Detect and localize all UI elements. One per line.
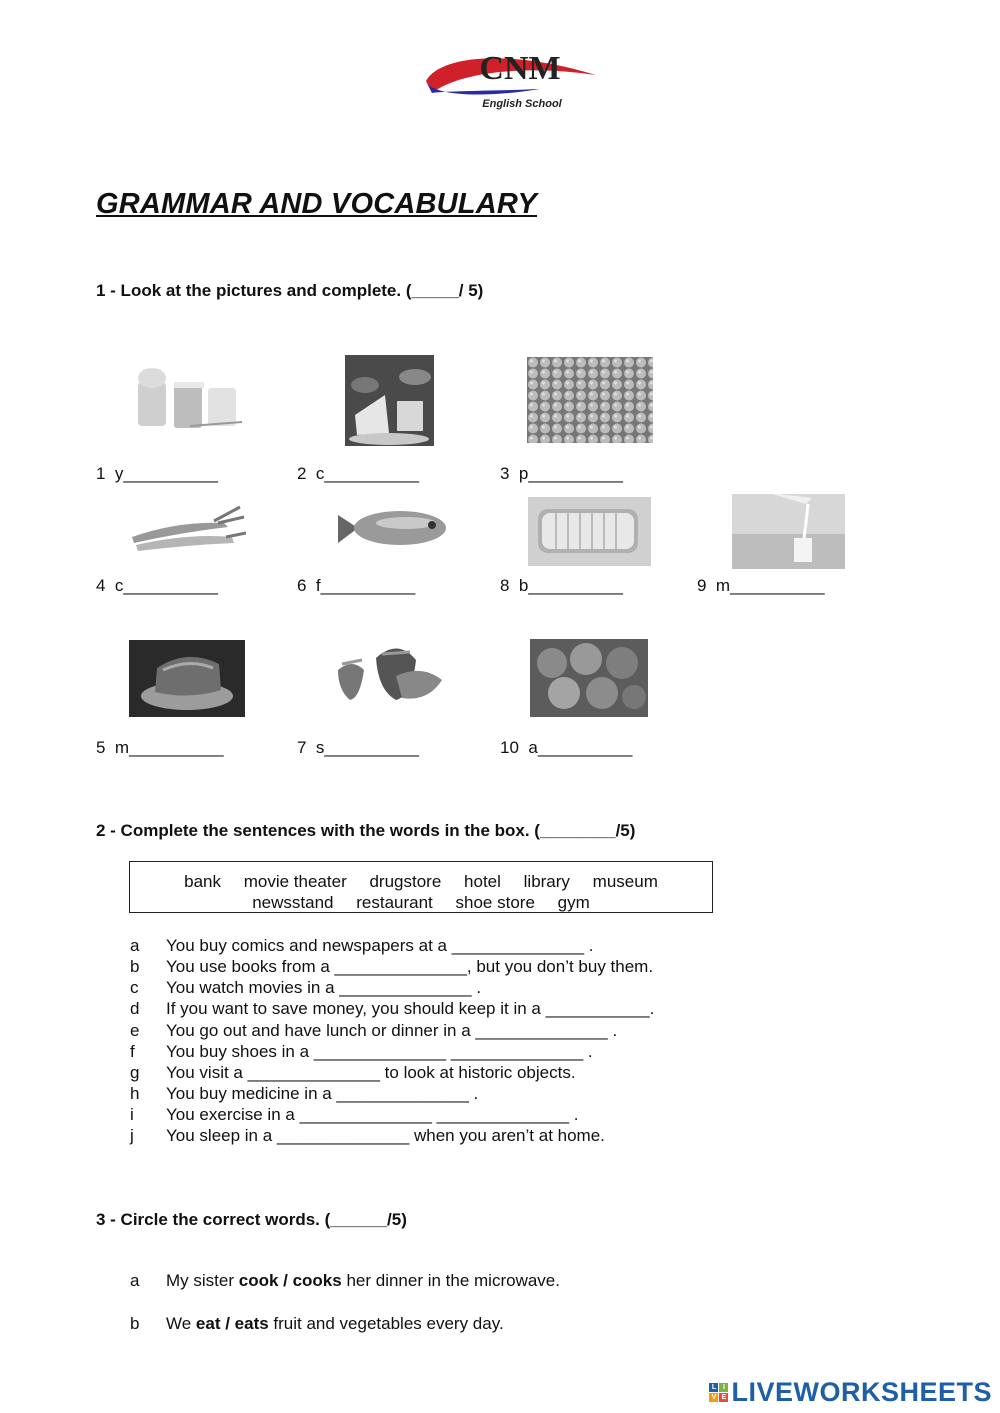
choice-eat-eats[interactable]: eat / eats [195,1314,269,1333]
word-movie-theater: movie theater [243,872,347,891]
fish-picture [336,505,452,551]
label-item-3: 3 p__________ [500,464,623,483]
word-shoe-store: shoe store [455,893,535,912]
liveworksheets-mark-icon: L I V E [709,1383,728,1402]
label-item-9: 9 m__________ [697,576,825,595]
word-bank: bank [184,872,221,891]
word-restaurant: restaurant [356,893,433,912]
section2-heading: 2 - Complete the sentences with the words in the box. (________/5) [96,821,636,840]
word-box [129,861,713,913]
word-library: library [523,872,570,891]
cheese-picture [345,355,434,446]
peas-picture [527,357,653,443]
label-item-8: 8 b__________ [500,576,623,595]
section3-heading: 3 - Circle the correct words. (______/5) [96,1210,407,1229]
apples-picture [530,639,648,717]
word-hotel: hotel [464,872,501,891]
word-box-row-2 [130,892,712,913]
word-museum: museum [592,872,658,891]
label-item-6: 6 f__________ [297,576,416,595]
logo-brand: CNM [479,50,561,87]
label-item-10: 10 a__________ [500,738,633,757]
label-item-4: 4 c__________ [96,576,218,595]
carrots-picture [128,503,246,555]
logo-subtitle: English School [482,98,562,110]
page-title: GRAMMAR AND VOCABULARY [96,188,538,220]
bread-picture [528,497,651,566]
label-item-1: 1 y__________ [96,464,218,483]
label-item-7: 7 s__________ [297,738,419,757]
strawberries-picture [332,640,448,706]
word-drugstore: drugstore [369,872,442,891]
meat-picture [129,640,245,717]
label-item-5: 5 m__________ [96,738,224,757]
liveworksheets-brand: LIVEWORKSHEETS [731,1376,992,1407]
word-newsstand: newsstand [252,893,334,912]
section1-heading: 1 - Look at the pictures and complete. (_____/ 5) [96,281,484,300]
yogurt-pictures [130,360,242,432]
milk-picture [732,494,845,569]
word-box-row-1 [130,871,712,892]
word-gym: gym [557,893,590,912]
choice-cook-cooks[interactable]: cook / cooks [238,1271,342,1290]
cnm-logo [420,45,600,115]
liveworksheets-logo [709,1377,992,1407]
label-item-2: 2 c__________ [297,464,419,483]
